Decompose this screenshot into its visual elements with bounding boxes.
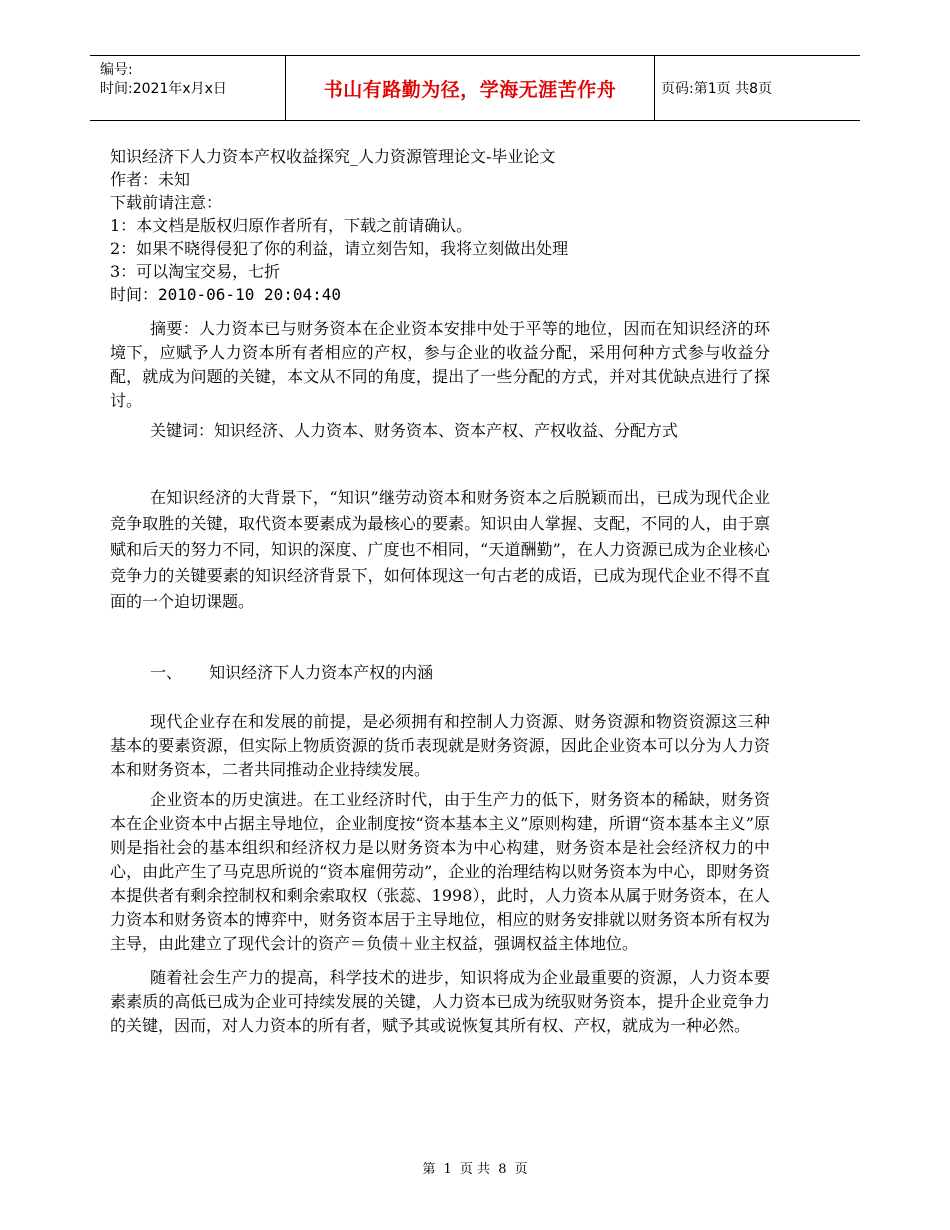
section-body — [110, 710, 770, 1038]
intro-block — [110, 485, 770, 615]
body-paragraph-1: 现代企业存在和发展的前提，是必须拥有和控制人力资源、财务资源和物资资源这三种基本的要素资源，但实际上物质资源的货币表现就是财务资源，因此企业资本可以分为人力资本和财务资本，二者共同推动企业持续发展。 — [110, 712, 770, 779]
header-page-info: 页码:第1页 共8页 — [661, 81, 772, 97]
header-date: 时间:2021年x月x日 — [100, 81, 227, 97]
notice-item-3: 3：可以淘宝交易，七折 — [110, 262, 281, 281]
footer-mid: 页 共 — [459, 1162, 491, 1177]
footer-total-pages: 8 — [498, 1162, 507, 1177]
document-time: 时间：2010-06-10 20:04:40 — [110, 285, 342, 304]
section-heading — [150, 660, 433, 683]
body-paragraph-3: 随着社会生产力的提高，科学技术的进步，知识将成为企业最重要的资源，人力资本要素素质的高低已成为企业可持续发展的关键，人力资本已成为统驭财务资本，提升企业竞争力的关键，因而，对人力资本的所有者，赋予其或说恢复其所有权、产权，就成为一种必然。 — [110, 968, 770, 1035]
document-title: 知识经济下人力资本产权收益探究_人力资源管理论文-毕业论文 — [110, 147, 556, 166]
notice-item-2: 2：如果不晓得侵犯了你的利益，请立刻告知，我将立刻做出处理 — [110, 239, 569, 258]
page-header — [90, 55, 860, 121]
body-paragraph-2: 企业资本的历史演进。在工业经济时代，由于生产力的低下，财务资本的稀缺，财务资本在企业资本中占据主导地位，企业制度按“资本基本主义”原则构建，所谓“资本基本主义”原则是指社会的基本组织和经济权力是以财务资本为中心构建，财务资本是社会经济权力的中心，由此产生了马克思所说的“资本雇佣劳动”，企业的治理结构以财务资本为中心，即财务资本提供者有剩余控制权和剩余索取权（张蕊、1998），此时，人力资本从属于财务资本，在人力资本和财务资本的博弈中，财务资本居于主导地位，相应的财务安排就以财务资本所有权为主导，由此建立了现代会计的资产＝负债＋业主权益，强调权益主体地位。 — [110, 790, 770, 953]
document-number-label: 编号: — [100, 62, 133, 78]
footer-page-number: 1 — [443, 1162, 452, 1177]
notice-title: 下载前请注意： — [110, 193, 223, 212]
footer-prefix: 第 — [422, 1162, 436, 1177]
header-motto: 书山有路勤为径，学海无涯苦作舟 — [323, 78, 617, 101]
intro-paragraph: 在知识经济的大背景下，“知识”继劳动资本和财务资本之后脱颖而出，已成为现代企业竞争取胜的关键，取代资本要素成为最核心的要素。知识由人掌握、支配，不同的人，由于禀赋和后天的努力不同，知识的深度、广度也不相同，“天道酬勤”，在人力资源已成为企业核心竞争力的关键要素的知识经济背景下，如何体现这一句古老的成语，已成为现代企业不得不直面的一个迫切课题。 — [110, 488, 770, 611]
footer-suffix: 页 — [514, 1162, 528, 1177]
document-author: 作者：未知 — [110, 170, 191, 189]
page-footer — [0, 1158, 950, 1177]
keywords: 关键词：知识经济、人力资本、财务资本、资本产权、产权收益、分配方式 — [150, 421, 679, 440]
header-motto-cell — [285, 56, 655, 120]
notice-item-1: 1：本文档是版权归原作者所有，下载之前请确认。 — [110, 216, 473, 235]
abstract-block — [110, 317, 770, 443]
document-meta — [110, 145, 770, 306]
header-left-cell — [90, 56, 285, 120]
section-title: 知识经济下人力资本产权的内涵 — [209, 663, 434, 682]
section-number: 一、 — [150, 663, 183, 682]
abstract: 摘要：人力资本已与财务资本在企业资本安排中处于平等的地位，因而在知识经济的环境下，应赋予人力资本所有者相应的产权，参与企业的收益分配，采用何种方式参与收益分配，就成为问题的关键，本文从不同的角度，提出了一些分配的方式，并对其优缺点进行了探讨。 — [110, 319, 770, 410]
